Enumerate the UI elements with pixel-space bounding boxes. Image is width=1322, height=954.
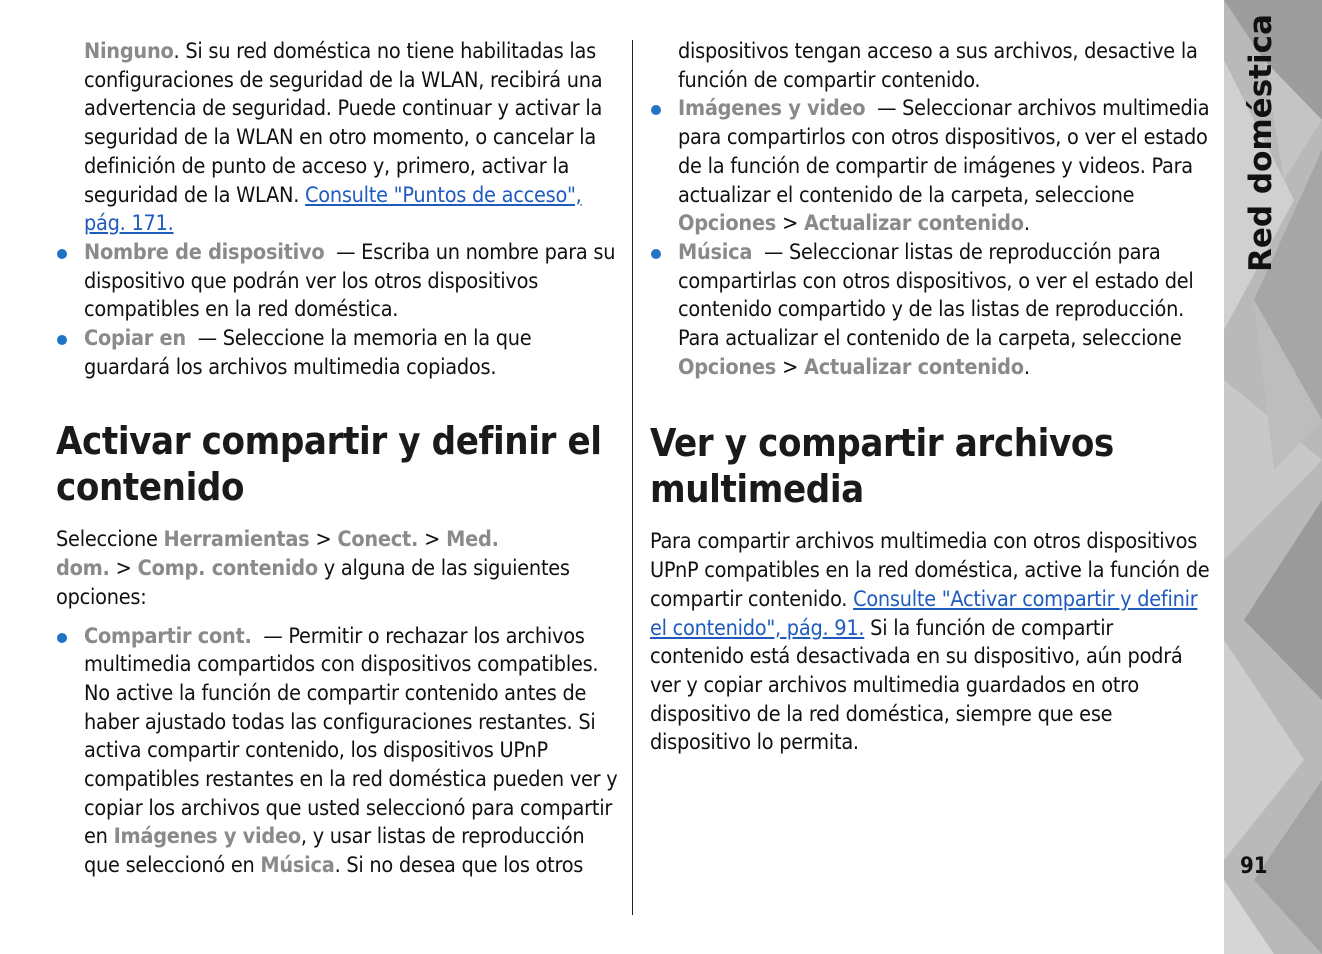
left-column [56,38,618,881]
bullet-icon [651,249,661,259]
list-item: Compartir cont. — Permitir o rechazar los archivos multimedia compartidos con dispositivos compatibles. No active la función de compartir contenido antes de haber ajustado todas las configuraciones restantes. Si activa compartir contenido, los dispositivos UPnP compatibles restantes en la red doméstica pueden ver y copiar los archivos que usted seleccionó para compartir en Imágenes y video, y usar listas de reproducción que seleccionó en Música. Si no desea que los otros [56,623,618,881]
intro-paragraph: Ninguno. Si su red doméstica no tiene habilitadas las configuraciones de seguridad de la WLAN, recibirá una advertencia de seguridad. Puede continuar y activar la seguridad de la WLAN en otro momento, o cancelar la definición de punto de acceso y, primero, activar la seguridad de la WLAN. Consulte "Puntos de acceso", pág. 171. [84,39,603,237]
bullet-icon [57,249,67,259]
column-divider [632,40,633,915]
list-item: Copiar en — Seleccione la memoria en la que guardará los archivos multimedia copiados. [56,325,618,382]
page-number: 91 [1240,854,1268,879]
link-activate-sharing[interactable]: Consulte "Activar compartir y definir el contenido", pág. 91. [650,586,1198,641]
bullet-icon [57,335,67,345]
options-list [650,95,1212,382]
section-title-vertical: Red doméstica [1243,14,1279,272]
options-list [56,623,618,881]
right-column [650,38,1212,758]
section-heading-activate-sharing: Activar compartir y definir el contenido [56,419,602,510]
bullet-icon [651,105,661,115]
list-item: Imágenes y video — Seleccionar archivos multimedia para compartirlos con otros dispositivos, o ver el estado de la función de compartir de imágenes y videos. Para actualizar el contenido de la carpeta, seleccione Opciones > Actualizar contenido. [650,95,1212,239]
link-access-points[interactable]: Consulte "Puntos de acceso", pág. 171. [84,182,582,237]
settings-list [56,239,618,383]
bullet-icon [57,633,67,643]
list-item: Música — Seleccionar listas de reproducción para compartirlas con otros dispositivos, o ver el estado del contenido compartido y de las listas de reproducción. Para actualizar el contenido de la carpeta, seleccione Opciones > Actualizar contenido. [650,239,1212,383]
share-paragraph: Para compartir archivos multimedia con otros dispositivos UPnP compatibles en la red doméstica, active la función de compartir contenido. Consulte "Activar compartir y definir el contenido", pág. 91. Si la función de compartir contenido está desactivada en su dispositivo, aún podrá ver y copiar archivos multimedia guardados en otro dispositivo de la red doméstica, siempre que ese dispositivo lo permita. [650,529,1210,756]
term-ninguno: Ninguno [84,39,174,64]
list-item: Nombre de dispositivo — Escriba un nombre para su dispositivo que podrán ver los otros dispositivos compatibles en la red doméstica. [56,239,618,325]
menu-path-paragraph: Seleccione Herramientas > Conect. > Med. dom. > Comp. contenido y alguna de las siguientes opciones: [56,527,570,610]
section-heading-view-share: Ver y compartir archivos multimedia [650,421,1114,512]
continued-text: dispositivos tengan acceso a sus archivos, desactive la función de compartir contenido. [678,39,1198,93]
